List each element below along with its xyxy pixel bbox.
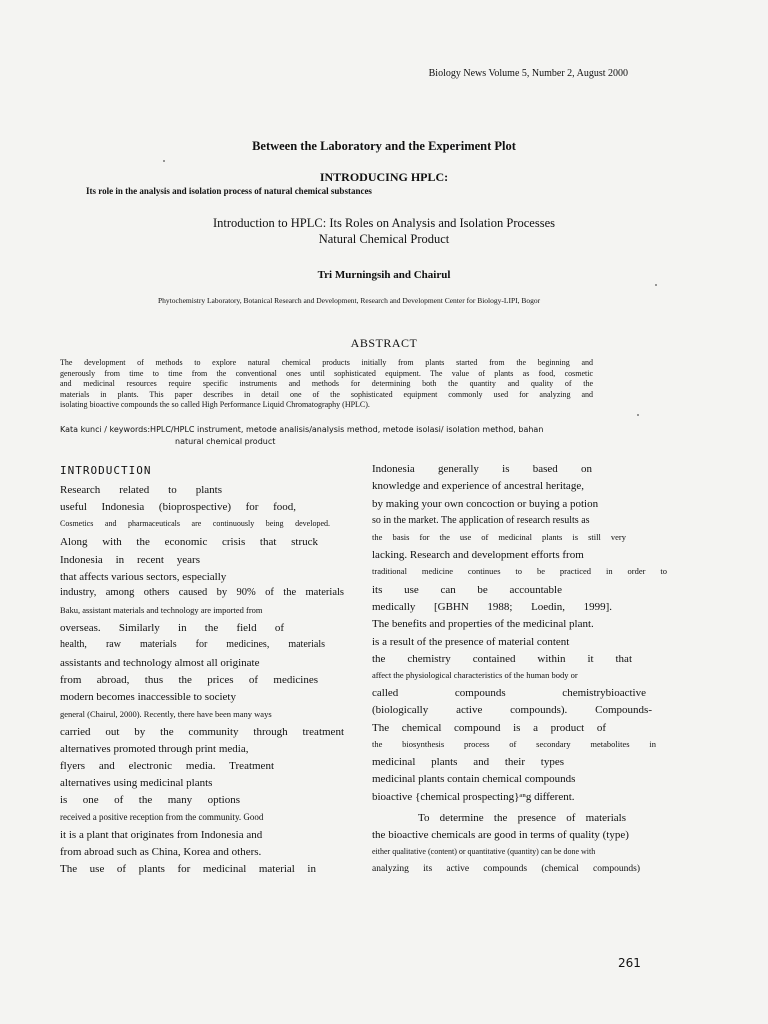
article-subtitle: INTRODUCING HPLC: (319, 170, 449, 184)
body-line: Indonesia in recent years (60, 554, 200, 566)
authors: Tri Murningsih and Chairul (317, 269, 451, 281)
body-line: flyers and electronic media. Treatment (60, 760, 274, 772)
body-line: medicinal plants and their types (372, 756, 564, 768)
abstract-line: isolating bioactive compounds the so called High Performance Liquid Chromatography (HPLC). (60, 400, 370, 409)
affiliation: Phytochemistry Laboratory, Botanical Research and Development, Research and Development Center for Biology-LIPI, Bogor (158, 296, 541, 305)
body-line: it is a plant that originates from Indonesia and (60, 829, 263, 841)
body-line: health, raw materials for medicines, materials (60, 639, 325, 650)
body-line: that affects various sectors, especially (60, 571, 227, 583)
body-line: useful Indonesia (bioprospective) for food, (60, 501, 296, 513)
article-subsubtitle: Its role in the analysis and isolation process of natural chemical substances (86, 186, 372, 196)
body-line: its use can be accountable (372, 584, 562, 596)
body-line: To determine the presence of materials (418, 812, 626, 824)
scan-speck (163, 160, 165, 162)
body-line: traditional medicine continues to be practiced in order to (372, 566, 667, 576)
keywords-line: natural chemical product (175, 437, 276, 446)
body-line: general (Chairul, 2000). Recently, there have been many ways (60, 709, 272, 719)
body-line: alternatives promoted through print media, (60, 743, 249, 755)
body-line: The benefits and properties of the medicinal plant. (372, 618, 594, 630)
body-line: assistants and technology almost all originate (60, 657, 260, 669)
body-line: lacking. Research and development efforts from (372, 549, 584, 561)
body-line: The use of plants for medicinal material in (60, 863, 316, 875)
page-number: 261 (618, 956, 641, 970)
body-line: the biosynthesis process of secondary metabolites in (372, 739, 656, 749)
body-line: Research related to plants (60, 484, 222, 496)
body-line: the chemistry contained within it that (372, 653, 632, 665)
body-line: alternatives using medicinal plants (60, 777, 213, 789)
scan-speck (655, 284, 657, 286)
article-title: Between the Laboratory and the Experiment Plot (252, 139, 516, 153)
body-line: Baku, assistant materials and technology are imported from (60, 605, 263, 615)
body-line: modern becomes inaccessible to society (60, 691, 236, 703)
body-line: carried out by the community through treatment (60, 726, 344, 738)
journal-header: Biology News Volume 5, Number 2, August 2000 (428, 68, 628, 79)
body-line: overseas. Similarly in the field of (60, 622, 284, 634)
body-line: medicinal plants contain chemical compounds (372, 773, 576, 785)
body-line: Cosmetics and pharmaceuticals are continuously being developed. (60, 519, 330, 528)
body-line: either qualitative (content) or quantitative (quantity) can be done with (372, 847, 596, 856)
body-line: from abroad, thus the prices of medicines (60, 674, 318, 686)
body-line: from abroad such as China, Korea and others. (60, 846, 262, 858)
body-line: (biologically active compounds). Compounds- (372, 704, 652, 716)
abstract-body (60, 358, 593, 411)
body-line: is a result of the presence of material content (372, 636, 570, 648)
body-line: so in the market. The application of research results as (372, 515, 590, 526)
abstract-line: materials in plants. This paper describes in detail one of the sophisticated equipment commonly used for analyzing and (60, 389, 593, 399)
scan-speck (637, 414, 639, 416)
body-line: industry, among others caused by 90% of the materials (60, 587, 344, 598)
body-line: received a positive reception from the community. Good (60, 812, 264, 822)
body-line: analyzing its active compounds (chemical compounds) (372, 864, 640, 874)
body-line: The chemical compound is a product of (372, 722, 606, 734)
body-line: Indonesia generally is based on (372, 463, 592, 475)
body-line: by making your own concoction or buying a potion (372, 498, 599, 510)
keywords-line: Kata kunci / keywords:HPLC/HPLC instrument, metode analisis/analysis method, metode isolasi/ isolation method, bahan (60, 425, 544, 434)
body-line: bioactive {chemical prospecting}ᵃⁿg different. (372, 791, 575, 803)
body-line: called compounds chemistrybioactive (372, 687, 646, 699)
body-line: is one of the many options (60, 794, 240, 806)
abstract-line: generously from time to time from the conventional ones until sophisticated equipment. The value of plants as food, cosmetic (60, 368, 593, 378)
body-line: the bioactive chemicals are good in terms of quality (type) (372, 829, 629, 841)
introduction-heading: INTRODUCTION (60, 464, 152, 477)
body-line: knowledge and experience of ancestral heritage, (372, 480, 584, 492)
abstract-heading: ABSTRACT (350, 336, 418, 350)
body-line: Along with the economic crisis that struck (60, 536, 318, 548)
english-title-line: Natural Chemical Product (318, 232, 450, 246)
english-title-line: Introduction to HPLC: Its Roles on Analysis and Isolation Processes (213, 216, 555, 230)
body-line: affect the physiological characteristics of the human body or (372, 670, 578, 680)
body-line: the basis for the use of medicinal plants is still very (372, 532, 626, 542)
abstract-line: and medicinal resources require specific instruments and methods for determining both the quantity and quality of the (60, 379, 593, 388)
body-line: medically [GBHN 1988; Loedin, 1999]. (372, 601, 612, 613)
abstract-line: The development of methods to explore natural chemical products initially from plants started from the beginning and (60, 358, 593, 367)
